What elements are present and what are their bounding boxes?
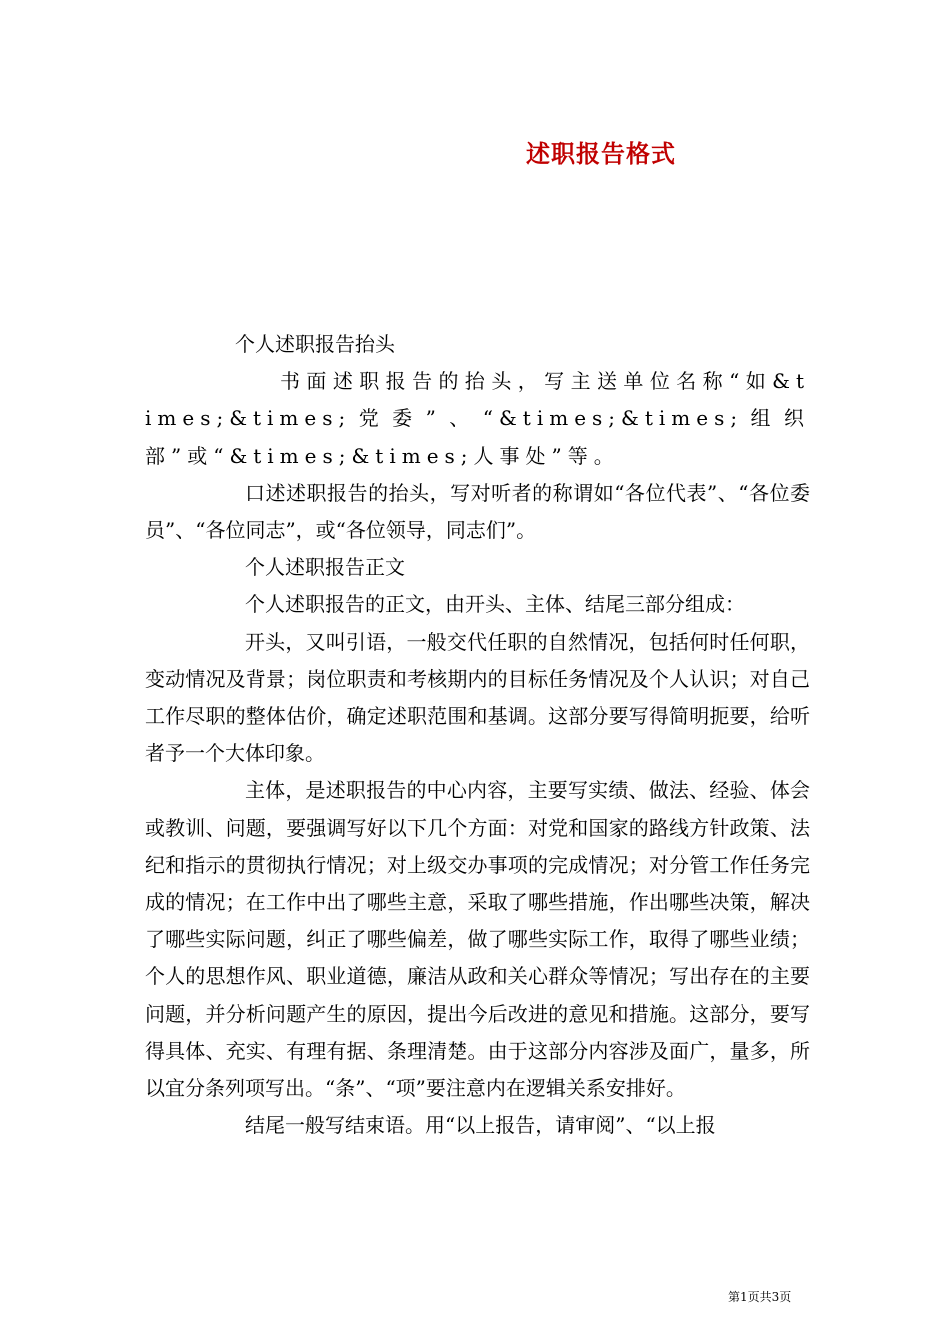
- document-title: 述职报告格式: [526, 139, 676, 168]
- paragraph-oral-header: 口述述职报告的抬头，写对听者的称谓如“各位代表”、“各位委员”、“各位同志”，或“各位领导，同志们”。: [145, 480, 810, 543]
- document-body: [145, 326, 810, 1144]
- paragraph-opening: 开头，又叫引语，一般交代任职的自然情况，包括何时任何职，变动情况及背景；岗位职责和考核期内的目标任务情况及个人认识；对自己工作尽职的整体估价，确定述职范围和基调。这部分要写得简明扼要，给听者予一个大体印象。: [145, 629, 810, 766]
- paragraph-written-header: 书面述职报告的抬头，写主送单位名称“如&times;&times;党委”、“&times;&times;组织部”或“&times;&times;人事处”等。: [145, 369, 810, 468]
- paragraph-main-body: 主体，是述职报告的中心内容，主要写实绩、做法、经验、体会或教训、问题，要强调写好以下几个方面：对党和国家的路线方针政策、法纪和指示的贯彻执行情况；对上级交办事项的完成情况；对分管工作任务完成的情况；在工作中出了哪些主意，采取了哪些措施，作出哪些决策，解决了哪些实际问题，纠正了哪些偏差，做了哪些实际工作，取得了哪些业绩；个人的思想作风、职业道德，廉洁从政和关心群众等情况；写出存在的主要问题，并分析问题产生的原因，提出今后改进的意见和措施。这部分，要写得具体、充实、有理有据、条理清楚。由于这部分内容涉及面广，量多，所以宜分条列项写出。“条”、“项”要注意内在逻辑关系安排好。: [145, 778, 810, 1101]
- page-number: 第1页共3页: [728, 1290, 792, 1304]
- section-heading-header: 个人述职报告抬头: [235, 332, 395, 356]
- section-heading-body: 个人述职报告正文: [245, 555, 405, 580]
- paragraph-body-intro: 个人述职报告的正文，由开头、主体、结尾三部分组成：: [245, 592, 745, 617]
- paragraph-ending: 结尾一般写结束语。用“以上报告，请审阅”、“以上报: [245, 1113, 716, 1138]
